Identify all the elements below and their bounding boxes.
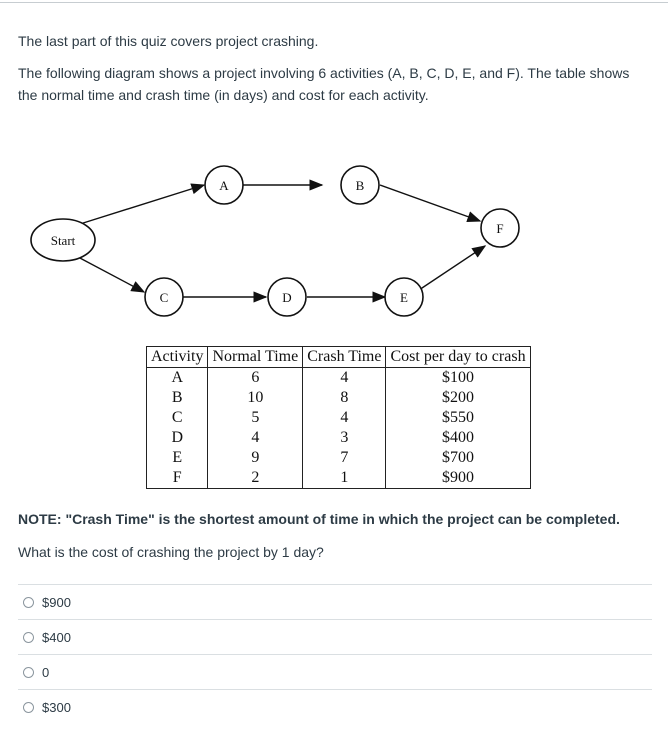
table-header-row — [147, 347, 531, 368]
cell-crash-time: 4 — [303, 408, 386, 428]
cell-normal-time: 5 — [208, 408, 303, 428]
intro-text: The last part of this quiz covers project crashing. — [18, 33, 319, 49]
cell-normal-time: 6 — [208, 368, 303, 389]
cell-normal-time: 4 — [208, 428, 303, 448]
cell-normal-time: 9 — [208, 448, 303, 468]
cell-activity: F — [147, 468, 208, 489]
cell-cost: $700 — [386, 448, 530, 468]
cell-activity: D — [147, 428, 208, 448]
header-cost-per-day: Cost per day to crash — [386, 347, 530, 368]
node-b-label: B — [355, 178, 365, 193]
cell-activity: A — [147, 368, 208, 389]
cell-crash-time: 3 — [303, 428, 386, 448]
cell-cost: $550 — [386, 408, 530, 428]
table-row — [147, 448, 531, 468]
cell-activity: E — [147, 448, 208, 468]
answer-label: $900 — [42, 594, 71, 610]
activity-table — [146, 346, 531, 489]
cell-normal-time: 2 — [208, 468, 303, 489]
node-e-label: E — [400, 290, 408, 305]
edge-b-f — [380, 185, 480, 221]
radio-button[interactable] — [23, 702, 34, 713]
node-c-label: C — [159, 290, 169, 305]
radio-button[interactable] — [23, 597, 34, 608]
table-row — [147, 368, 531, 389]
cell-activity: C — [147, 408, 208, 428]
cell-crash-time: 4 — [303, 368, 386, 389]
cell-activity: B — [147, 388, 208, 408]
edge-e-f — [419, 246, 485, 290]
answer-option[interactable] — [18, 654, 652, 689]
answer-label: $400 — [42, 629, 71, 645]
description-text: The following diagram shows a project involving 6 activities (A, B, C, D, E, and F). The table shows the normal time and crash time (in days) and cost for each activity. — [18, 65, 630, 103]
cell-normal-time: 10 — [208, 388, 303, 408]
answer-label: 0 — [42, 664, 50, 680]
node-d-label: D — [282, 290, 292, 305]
top-divider — [0, 2, 668, 3]
cell-cost: $100 — [386, 368, 530, 389]
cell-crash-time: 8 — [303, 388, 386, 408]
radio-button[interactable] — [23, 667, 34, 678]
answer-option[interactable] — [18, 619, 652, 654]
cell-cost: $200 — [386, 388, 530, 408]
cell-cost: $900 — [386, 468, 530, 489]
cell-crash-time: 1 — [303, 468, 386, 489]
table-row — [147, 428, 531, 448]
cell-crash-time: 7 — [303, 448, 386, 468]
answer-option[interactable] — [18, 689, 652, 724]
header-activity: Activity — [147, 347, 208, 368]
answer-label: $300 — [42, 699, 71, 715]
header-crash-time: Crash Time — [303, 347, 386, 368]
cell-cost: $400 — [386, 428, 530, 448]
node-start-label: Start — [50, 233, 76, 248]
header-normal-time: Normal Time — [208, 347, 303, 368]
node-a-label: A — [219, 178, 229, 193]
table-row — [147, 468, 531, 489]
question-text: What is the cost of crashing the project by 1 day? — [18, 544, 324, 560]
radio-button[interactable] — [23, 632, 34, 643]
table-row — [147, 388, 531, 408]
edge-start-c — [78, 257, 144, 292]
answer-option[interactable] — [18, 584, 652, 619]
project-network-diagram — [30, 160, 610, 335]
table-row — [147, 408, 531, 428]
node-f-label: F — [496, 221, 504, 236]
note-text: NOTE: "Crash Time" is the shortest amount of time in which the project can be completed. — [18, 511, 620, 527]
answer-options — [18, 584, 652, 724]
edge-start-a — [80, 185, 204, 224]
